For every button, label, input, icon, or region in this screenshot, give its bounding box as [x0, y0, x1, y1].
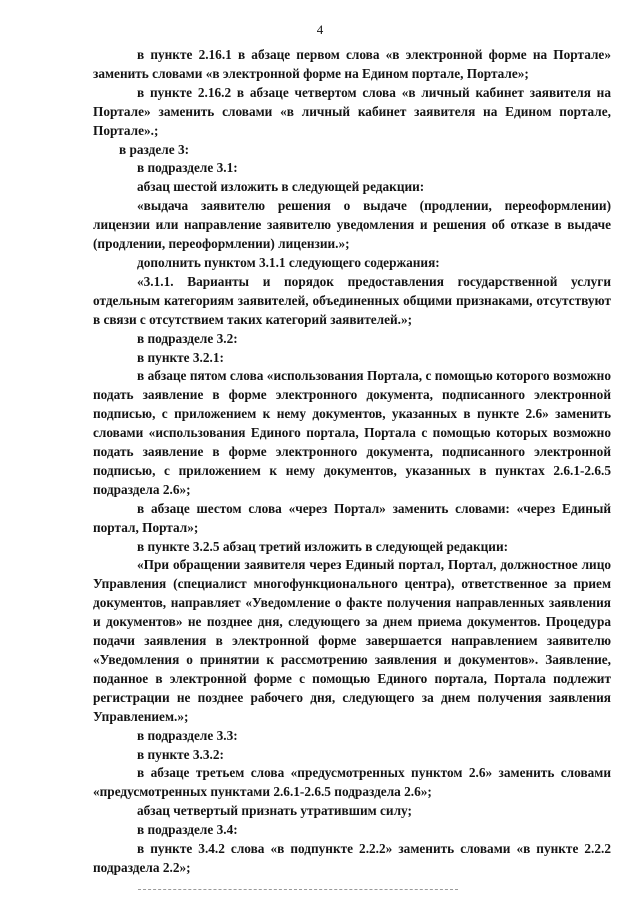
- paragraph: в пункте 2.16.1 в абзаце первом слова «в электронной форме на Портале» заменить словами «в электронной форме на Едином портале, Портале»;: [93, 47, 611, 81]
- paragraph: в абзаце шестом слова «через Портал» заменить словами: «через Единый портал, Портал»;: [93, 500, 611, 535]
- paragraph: в подразделе 3.1:: [137, 160, 238, 176]
- scan-artifact-line: [138, 889, 458, 890]
- paragraph: в пункте 3.2.5 абзац третий изложить в следующей редакции:: [137, 538, 509, 554]
- paragraph: в подразделе 3.2:: [137, 330, 238, 346]
- document-body: [93, 46, 611, 878]
- paragraph: «При обращении заявителя через Единый портал, Портал, должностное лицо Управления (специалист многофункционального центра), ответственное за прием документов, направляет «Уведомление о факте получения направленных заявления и документов» не позднее дня, следующего за днем приема документов. Процедура подачи заявления в электронной форме завершается направлением заявителю «Уведомления о принятии к рассмотрению заявления и документов». Заявление, поданное в электронной форме с помощью Единого портала, Портала подлежит регистрации не позднее рабочего дня, следующего за днем получения заявления Управлением.»;: [93, 557, 611, 724]
- paragraph: в абзаце третьем слова «предусмотренных пунктом 2.6» заменить словами «предусмотренных пунктами 2.6.1-2.6.5 подраздела 2.6»;: [93, 765, 611, 800]
- paragraph: «3.1.1. Варианты и порядок предоставления государственной услуги отдельным категориям заявителей, объединенных общими признаками, отсутствуют в связи с отсутствием таких категорий заявителей.»;: [93, 273, 611, 327]
- paragraph: в подразделе 3.4:: [137, 822, 238, 838]
- paragraph: «выдача заявителю решения о выдаче (продлении, переоформлении) лицензии или направление заявителю уведомления и решения об отказе в выдаче (продлении, переоформлении) лицензии.»;: [93, 198, 611, 252]
- paragraph: в пункте 3.2.1:: [137, 349, 224, 365]
- paragraph: в пункте 2.16.2 в абзаце четвертом слова «в личный кабинет заявителя на Портале» заменить словами «в личный кабинет заявителя на Едином портале, Портале».;: [93, 84, 611, 138]
- paragraph: в пункте 3.4.2 слова «в подпункте 2.2.2» заменить словами «в пункте 2.2.2 подраздела 2.2»;: [93, 841, 611, 875]
- paragraph: в разделе 3:: [119, 141, 190, 157]
- paragraph: в подразделе 3.3:: [137, 727, 238, 743]
- paragraph: в пункте 3.3.2:: [137, 746, 224, 762]
- paragraph: абзац шестой изложить в следующей редакции:: [137, 179, 425, 195]
- paragraph: в абзаце пятом слова «использования Портала, с помощью которого возможно подать заявление в форме электронного документа, подписанного электронной подписью, с приложением к нему документов, указанных в пункте 2.6» заменить словами «использования Единого портала, Портала с помощью которых возможно подать заявление в форме электронного документа, подписанного электронной подписью, с приложением к нему документов, указанных в пунктах 2.6.1-2.6.5 подраздела 2.6»;: [93, 368, 611, 497]
- paragraph: дополнить пунктом 3.1.1 следующего содержания:: [137, 254, 440, 270]
- paragraph: абзац четвертый признать утратившим силу;: [137, 803, 412, 819]
- page-number: 4: [316, 22, 324, 37]
